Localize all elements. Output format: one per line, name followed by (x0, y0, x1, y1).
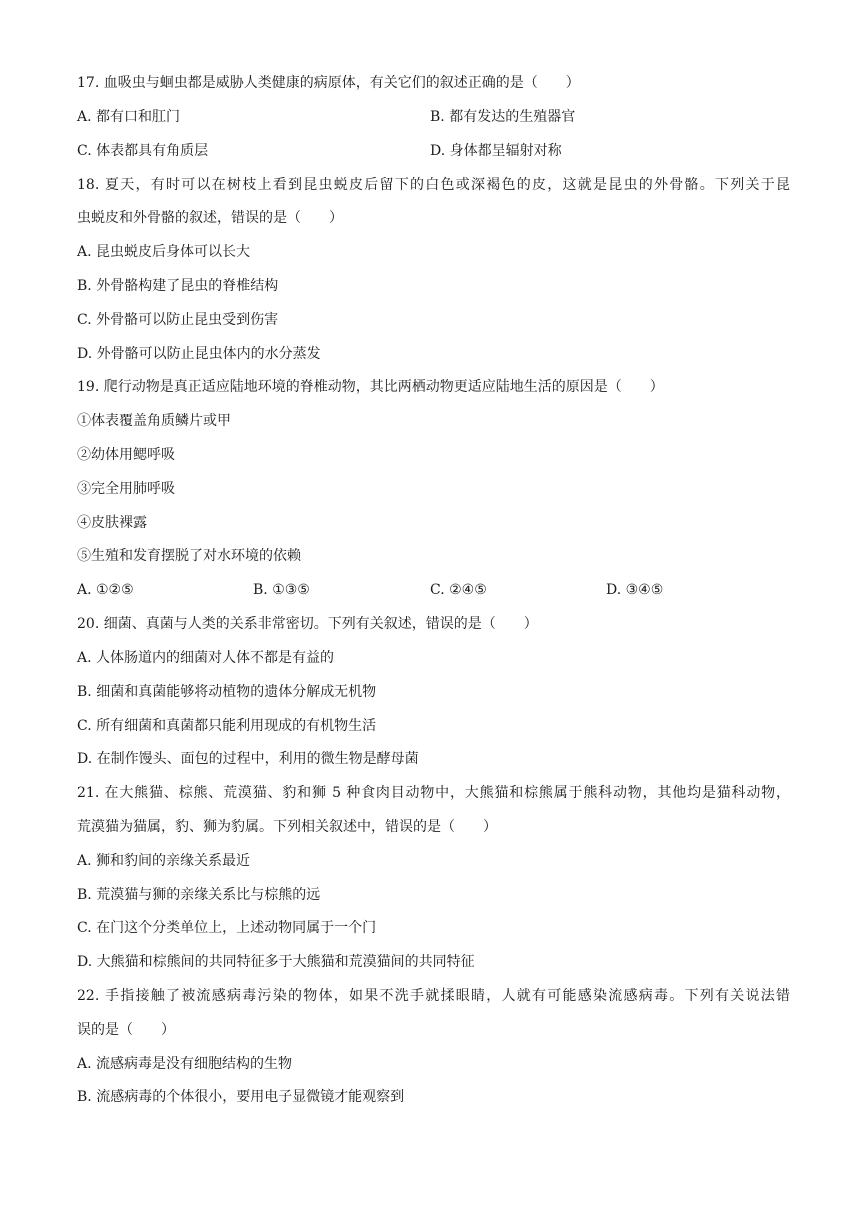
q17-option-b: B. 都有发达的生殖器官 (430, 109, 576, 125)
q19-option-c: C. ②④⑤ (430, 582, 487, 598)
q17-stem: 17. 血吸虫与蛔虫都是威胁人类健康的病原体，有关它们的叙述正确的是（ ） (77, 75, 580, 91)
q20-option-a: A. 人体肠道内的细菌对人体不都是有益的 (77, 650, 335, 666)
q20-option-c: C. 所有细菌和真菌都只能利用现成的有机物生活 (77, 718, 377, 734)
q18-option-c: C. 外骨骼可以防止昆虫受到伤害 (77, 312, 279, 328)
q19-item-3: ③完全用肺呼吸 (77, 481, 175, 497)
q18-option-b: B. 外骨骼构建了昆虫的脊椎结构 (77, 278, 279, 294)
q17-option-a: A. 都有口和肛门 (77, 109, 181, 125)
q17-option-d: D. 身体都呈辐射对称 (430, 143, 562, 159)
q21-stem-line1: 21. 在大熊猫、棕熊、荒漠猫、豹和狮 5 种食肉目动物中，大熊猫和棕熊属于熊科动物，其他均是猫科动物， (77, 785, 790, 801)
q20-option-b: B. 细菌和真菌能够将动植物的遗体分解成无机物 (77, 684, 377, 700)
q21-option-a: A. 狮和豹间的亲缘关系最近 (77, 853, 251, 869)
q19-item-2: ②幼体用鳃呼吸 (77, 447, 175, 463)
q21-stem-line2: 荒漠猫为猫属，豹、狮为豹属。下列相关叙述中，错误的是（ ） (77, 819, 497, 835)
q18-stem-line1: 18. 夏天，有时可以在树枝上看到昆虫蜕皮后留下的白色或深褐色的皮，这就是昆虫的外骨骼。下列关于昆 (77, 177, 790, 193)
q19-option-d: D. ③④⑤ (606, 582, 664, 598)
q20-stem: 20. 细菌、真菌与人类的关系非常密切。下列有关叙述，错误的是（ ） (77, 616, 538, 632)
q22-option-a: A. 流感病毒是没有细胞结构的生物 (77, 1056, 293, 1072)
q20-option-d: D. 在制作馒头、面包的过程中，利用的微生物是酵母菌 (77, 751, 419, 767)
q18-stem-line2: 虫蜕皮和外骨骼的叙述，错误的是（ ） (77, 210, 343, 226)
q19-item-1: ①体表覆盖角质鳞片或甲 (77, 413, 231, 429)
q18-option-a: A. 昆虫蜕皮后身体可以长大 (77, 244, 251, 260)
q22-stem-line1: 22. 手指接触了被流感病毒污染的物体，如果不洗手就揉眼睛，人就有可能感染流感病毒。下列有关说法错 (77, 988, 790, 1004)
q17-option-c: C. 体表都具有角质层 (77, 143, 209, 159)
q22-stem-line2: 误的是（ ） (77, 1022, 175, 1038)
q19-item-5: ⑤生殖和发育摆脱了对水环境的依赖 (77, 548, 301, 564)
q19-option-b: B. ①③⑤ (253, 582, 310, 598)
q19-item-4: ④皮肤裸露 (77, 515, 147, 531)
q21-option-c: C. 在门这个分类单位上，上述动物同属于一个门 (77, 920, 377, 936)
q21-option-d: D. 大熊猫和棕熊间的共同特征多于大熊猫和荒漠猫间的共同特征 (77, 954, 475, 970)
q21-option-b: B. 荒漠猫与狮的亲缘关系比与棕熊的远 (77, 887, 321, 903)
q19-stem: 19. 爬行动物是真正适应陆地环境的脊椎动物，其比两栖动物更适应陆地生活的原因是（ ） (77, 379, 664, 395)
q18-option-d: D. 外骨骼可以防止昆虫体内的水分蒸发 (77, 346, 321, 362)
q22-option-b: B. 流感病毒的个体很小，要用电子显微镜才能观察到 (77, 1089, 405, 1105)
q19-option-a: A. ①②⑤ (77, 582, 134, 598)
